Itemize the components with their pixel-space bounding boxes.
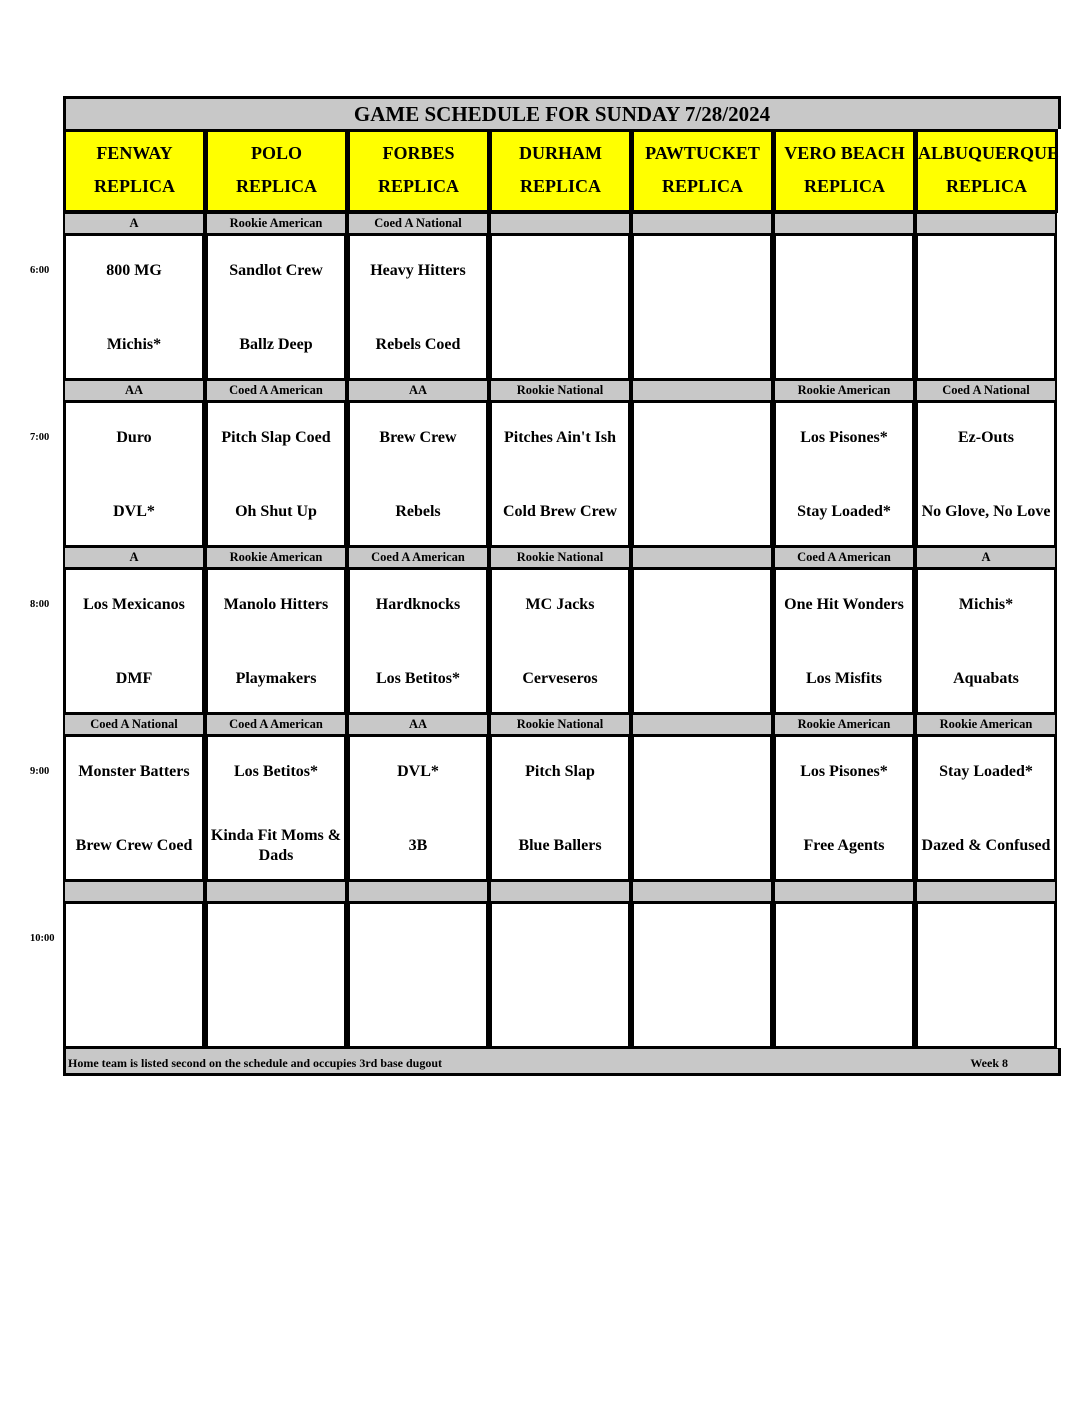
time-slots (30, 213, 1061, 1048)
game-cell (915, 569, 1057, 714)
home-team: DMF (115, 670, 153, 687)
away-team: Sandlot Crew (229, 262, 323, 279)
home-team: DVL* (113, 503, 155, 520)
field-header (490, 129, 632, 213)
away-team (208, 916, 344, 962)
game-cell (63, 736, 205, 881)
home-team: Oh Shut Up (235, 503, 317, 520)
division-label: Coed A American (205, 380, 347, 402)
division-label (63, 881, 205, 903)
division-label (631, 881, 773, 903)
game-row (30, 736, 1061, 881)
game-cell (631, 235, 773, 380)
away-team (492, 248, 628, 294)
away-team (634, 916, 770, 962)
home-team (208, 990, 344, 1036)
home-team: Los Misfits (806, 670, 882, 687)
division-label (489, 881, 631, 903)
footer-note: Home team is listed second on the schedule and occupies 3rd base dugout (68, 1056, 443, 1070)
time-slot (30, 881, 1061, 1048)
away-team: Stay Loaded* (939, 763, 1033, 780)
time-label: 7:00 (30, 432, 50, 443)
division-label (773, 213, 915, 235)
division-label: Coed A National (63, 714, 205, 736)
game-cell (205, 569, 347, 714)
game-cell (915, 736, 1057, 881)
away-team (918, 916, 1054, 962)
division-label (347, 881, 489, 903)
game-cell (63, 235, 205, 380)
home-team: Cold Brew Crew (502, 503, 618, 520)
schedule-sheet (30, 96, 1061, 1076)
game-cell (915, 235, 1057, 380)
home-team: Blue Ballers (518, 837, 602, 854)
home-team (350, 990, 486, 1036)
away-team (492, 916, 628, 962)
game-cell (205, 402, 347, 547)
field-subtitle: REPLICA (945, 176, 1027, 196)
home-team (918, 990, 1054, 1036)
division-row (63, 547, 1061, 569)
game-cell (773, 569, 915, 714)
field-subtitle: REPLICA (519, 176, 601, 196)
home-team (634, 823, 770, 869)
home-team (634, 489, 770, 535)
field-name: ALBUQUERQUE (918, 143, 1060, 163)
game-cell (205, 903, 347, 1048)
away-team (350, 916, 486, 962)
away-team: DVL* (397, 763, 439, 780)
away-team: Duro (116, 429, 152, 446)
division-row (63, 213, 1061, 235)
away-team: Pitch Slap (525, 763, 595, 780)
game-cell (915, 903, 1057, 1048)
game-cell (489, 903, 631, 1048)
division-label (631, 380, 773, 402)
division-row (63, 714, 1061, 736)
game-cell (347, 736, 489, 881)
field-header (64, 129, 206, 213)
field-subtitle: REPLICA (93, 176, 175, 196)
away-team: MC Jacks (525, 596, 595, 613)
game-cell (63, 402, 205, 547)
division-label (631, 714, 773, 736)
schedule-footer (63, 1048, 1061, 1076)
home-team: Playmakers (235, 670, 317, 687)
game-cell (347, 903, 489, 1048)
division-row (63, 881, 1061, 903)
game-row (30, 569, 1061, 714)
game-cell (631, 402, 773, 547)
home-team: Brew Crew Coed (75, 837, 193, 854)
division-label (631, 547, 773, 569)
away-team (634, 582, 770, 628)
field-header (774, 129, 916, 213)
home-team (776, 322, 912, 368)
division-label (915, 881, 1057, 903)
away-team: Brew Crew (379, 429, 457, 446)
away-team: Hardknocks (375, 596, 461, 613)
division-label: Coed A National (915, 380, 1057, 402)
game-cell (631, 903, 773, 1048)
home-team (776, 990, 912, 1036)
game-cell (489, 569, 631, 714)
field-header (348, 129, 490, 213)
division-label: Coed A American (347, 547, 489, 569)
home-team: Aquabats (953, 670, 1019, 687)
division-label: Rookie National (489, 714, 631, 736)
away-team: Heavy Hitters (370, 262, 466, 279)
time-label: 8:00 (30, 599, 50, 610)
division-label (915, 213, 1057, 235)
away-team (66, 916, 202, 962)
game-cell (489, 235, 631, 380)
division-label (489, 213, 631, 235)
field-subtitle: REPLICA (235, 176, 317, 196)
away-team: Pitch Slap Coed (221, 429, 331, 446)
game-cell (347, 569, 489, 714)
home-team: Rebels (395, 503, 441, 520)
away-team (634, 749, 770, 795)
home-team: Cerveseros (522, 670, 598, 687)
field-header-row (63, 129, 1061, 213)
game-cell (631, 569, 773, 714)
game-cell (489, 736, 631, 881)
division-label: Rookie American (205, 213, 347, 235)
field-name: VERO BEACH (784, 143, 905, 163)
away-team: Los Pisones* (800, 429, 888, 446)
field-name: PAWTUCKET (645, 143, 760, 163)
division-label: Rookie National (489, 547, 631, 569)
field-header (206, 129, 348, 213)
division-label: Rookie American (773, 380, 915, 402)
home-team (634, 656, 770, 702)
division-label (205, 881, 347, 903)
division-label: Coed A National (347, 213, 489, 235)
game-cell (631, 736, 773, 881)
division-label: AA (347, 714, 489, 736)
week-label: Week 8 (970, 1056, 1008, 1070)
game-row (30, 903, 1061, 1048)
home-team: Los Betitos* (376, 670, 460, 687)
away-team: One Hit Wonders (784, 596, 904, 613)
game-cell (347, 402, 489, 547)
home-team: No Glove, No Love (921, 503, 1051, 520)
game-cell (63, 569, 205, 714)
game-cell (347, 235, 489, 380)
away-team: Michis* (958, 596, 1014, 613)
division-label: Coed A American (773, 547, 915, 569)
game-cell (773, 736, 915, 881)
away-team: Ez-Outs (958, 429, 1014, 446)
away-team: Los Mexicanos (83, 596, 185, 613)
game-cell (63, 903, 205, 1048)
home-team: Rebels Coed (375, 336, 461, 353)
away-team (634, 415, 770, 461)
game-cell (205, 736, 347, 881)
time-label: 10:00 (30, 933, 55, 944)
away-team: Monster Batters (78, 763, 190, 780)
division-label: Rookie American (915, 714, 1057, 736)
home-team: Kinda Fit Moms & Dads (210, 827, 342, 864)
field-name: FENWAY (96, 143, 173, 163)
field-name: DURHAM (519, 143, 602, 163)
away-team: Los Betitos* (234, 763, 318, 780)
game-cell (915, 402, 1057, 547)
away-team: Pitches Ain't Ish (503, 429, 616, 446)
home-team: Free Agents (803, 837, 885, 854)
away-team: Los Pisones* (800, 763, 888, 780)
away-team (918, 248, 1054, 294)
home-team: Stay Loaded* (797, 503, 891, 520)
home-team (634, 990, 770, 1036)
away-team (634, 248, 770, 294)
time-label: 9:00 (30, 766, 50, 777)
home-team (918, 322, 1054, 368)
game-cell (773, 235, 915, 380)
division-label: AA (63, 380, 205, 402)
division-label: A (63, 213, 205, 235)
home-team: 3B (408, 837, 428, 854)
division-label: Rookie American (773, 714, 915, 736)
away-team: 800 MG (106, 262, 162, 279)
game-cell (205, 235, 347, 380)
division-label: Coed A American (205, 714, 347, 736)
game-row (30, 402, 1061, 547)
field-header (916, 129, 1058, 213)
field-subtitle: REPLICA (661, 176, 743, 196)
division-row (63, 380, 1061, 402)
time-slot (30, 213, 1061, 380)
field-name: FORBES (382, 143, 455, 163)
field-subtitle: REPLICA (803, 176, 885, 196)
field-header (632, 129, 774, 213)
time-slot (30, 714, 1061, 881)
home-team (634, 322, 770, 368)
home-team: Michis* (106, 336, 162, 353)
away-team (776, 248, 912, 294)
game-row (30, 235, 1061, 380)
division-label: Rookie National (489, 380, 631, 402)
field-name: POLO (250, 143, 302, 163)
away-team (776, 916, 912, 962)
game-cell (773, 903, 915, 1048)
time-label: 6:00 (30, 265, 50, 276)
schedule-title: GAME SCHEDULE FOR SUNDAY 7/28/2024 (63, 96, 1061, 129)
game-cell (773, 402, 915, 547)
division-label (773, 881, 915, 903)
division-label: A (915, 547, 1057, 569)
home-team: Dazed & Confused (921, 837, 1051, 854)
home-team (66, 990, 202, 1036)
time-slot (30, 380, 1061, 547)
game-cell (489, 402, 631, 547)
division-label (631, 213, 773, 235)
home-team (492, 322, 628, 368)
time-slot (30, 547, 1061, 714)
home-team (492, 990, 628, 1036)
division-label: A (63, 547, 205, 569)
home-team: Ballz Deep (239, 336, 313, 353)
field-subtitle: REPLICA (377, 176, 459, 196)
division-label: AA (347, 380, 489, 402)
division-label: Rookie American (205, 547, 347, 569)
away-team: Manolo Hitters (223, 596, 329, 613)
